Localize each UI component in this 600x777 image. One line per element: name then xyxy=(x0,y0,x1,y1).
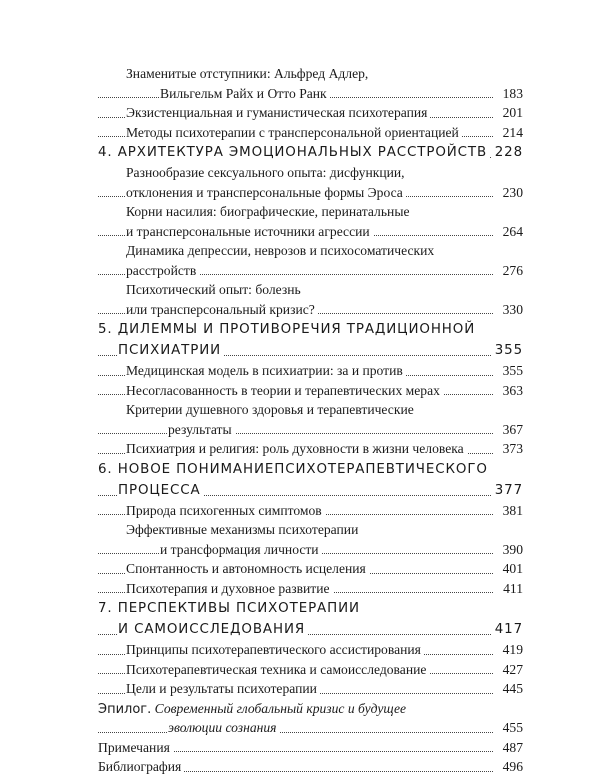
table-of-contents xyxy=(98,64,523,777)
section-title: И САМОИССЛЕДОВАНИЯ xyxy=(118,619,308,640)
page-number: 419 xyxy=(500,640,523,660)
toc-entry-title: Медицинская модель в психиатрии: за и против xyxy=(126,361,406,381)
page-number: 183 xyxy=(500,84,523,104)
toc-entry xyxy=(98,123,523,143)
page-number: 427 xyxy=(500,660,523,680)
toc-entry-title: Критерии душевного здоровья и терапевтические xyxy=(126,400,417,420)
page-number: 367 xyxy=(500,420,523,440)
toc-entry-text xyxy=(98,400,523,420)
page-number: 455 xyxy=(500,718,523,738)
toc-entry-title: Вильгельм Райх и Отто Ранк xyxy=(160,84,330,104)
toc-entry-title: Примечания xyxy=(98,738,173,758)
toc-entry xyxy=(98,579,523,599)
toc-entry xyxy=(98,361,523,381)
toc-entry-title: Корни насилия: биографические, перинатальные xyxy=(126,202,412,222)
page-number: 417 xyxy=(492,619,523,640)
page-number: 276 xyxy=(500,261,523,281)
toc-section-text xyxy=(98,459,523,480)
page-number: 363 xyxy=(500,381,523,401)
toc-entry xyxy=(98,679,523,699)
toc-entry-title: Современный глобальный кризис и будущее xyxy=(154,700,407,716)
toc-entry-title: Динамика депрессии, неврозов и психосоматических xyxy=(126,241,437,261)
page-number: 487 xyxy=(500,738,523,758)
section-title: 7. ПЕРСПЕКТИВЫ ПСИХОТЕРАПИИ xyxy=(98,598,363,619)
page-number: 390 xyxy=(500,540,523,560)
toc-entry-title: Спонтанность и автономность исцеления xyxy=(126,559,369,579)
toc-entry-title: Психотический опыт: болезнь xyxy=(126,280,304,300)
toc-entry xyxy=(98,222,523,242)
page-number: 496 xyxy=(500,757,523,777)
toc-entry-text xyxy=(98,163,523,183)
epilogue-label-wrap xyxy=(98,699,409,720)
page-number: 411 xyxy=(500,579,523,599)
toc-entry-text xyxy=(98,64,523,84)
toc-entry-title: Психиатрия и религия: роль духовности в жизни человека xyxy=(126,439,467,459)
toc-entry xyxy=(98,300,523,320)
page-number: 377 xyxy=(492,480,523,501)
toc-entry-title: Цели и результаты психотерапии xyxy=(126,679,320,699)
toc-entry xyxy=(98,381,523,401)
toc-entry xyxy=(98,103,523,123)
dot-leader xyxy=(98,732,493,733)
toc-entry xyxy=(98,183,523,203)
toc-section xyxy=(98,619,523,640)
toc-entry xyxy=(98,757,523,777)
toc-entry-text xyxy=(98,280,523,300)
section-title: 4. АРХИТЕКТУРА ЭМОЦИОНАЛЬНЫХ РАССТРОЙСТВ xyxy=(98,142,490,163)
page-number: 373 xyxy=(500,439,523,459)
toc-entry-title: Методы психотерапии с трансперсональной ориентацией xyxy=(126,123,462,143)
page-number: 401 xyxy=(500,559,523,579)
page-number: 264 xyxy=(500,222,523,242)
toc-entry xyxy=(98,439,523,459)
toc-entry-title: или трансперсональный кризис? xyxy=(126,300,318,320)
toc-entry-title: Природа психогенных симптомов xyxy=(126,501,325,521)
page-number: 355 xyxy=(492,340,523,361)
toc-section xyxy=(98,340,523,361)
toc-section-text xyxy=(98,319,523,340)
toc-entry xyxy=(98,559,523,579)
toc-entry-title: эволюции сознания xyxy=(168,718,280,738)
toc-entry xyxy=(98,261,523,281)
toc-entry-title: отклонения и трансперсональные формы Эроса xyxy=(126,183,406,203)
toc-entry-title: Принципы психотерапевтического ассистирования xyxy=(126,640,424,660)
page-number: 230 xyxy=(500,183,523,203)
page-number: 228 xyxy=(492,142,523,163)
page-number: 445 xyxy=(500,679,523,699)
toc-entry xyxy=(98,718,523,738)
toc-entry-text xyxy=(98,699,523,719)
section-title: ПРОЦЕССА xyxy=(118,480,204,501)
page-number: 355 xyxy=(500,361,523,381)
toc-entry-title: Психотерапия и духовное развитие xyxy=(126,579,333,599)
section-title: 5. ДИЛЕММЫ И ПРОТИВОРЕЧИЯ ТРАДИЦИОННОЙ xyxy=(98,319,478,340)
toc-entry-title: Разнообразие сексуального опыта: дисфункции, xyxy=(126,163,408,183)
toc-entry-title: и трансперсональные источники агрессии xyxy=(126,222,373,242)
toc-section xyxy=(98,480,523,501)
page-number: 330 xyxy=(500,300,523,320)
toc-entry xyxy=(98,660,523,680)
toc-entry-title: Экзистенциальная и гуманистическая психотерапия xyxy=(126,103,430,123)
toc-entry-title: и трансформация личности xyxy=(160,540,322,560)
toc-entry-text xyxy=(98,202,523,222)
toc-entry-title: результаты xyxy=(168,420,235,440)
toc-entry-title: Несогласованность в теории и терапевтических мерах xyxy=(126,381,443,401)
toc-entry xyxy=(98,420,523,440)
section-title: ПСИХИАТРИИ xyxy=(118,340,224,361)
page-number: 214 xyxy=(500,123,523,143)
toc-entry-text xyxy=(98,520,523,540)
section-title: 6. НОВОЕ ПОНИМАНИЕПСИХОТЕРАПЕВТИЧЕСКОГО xyxy=(98,459,491,480)
toc-entry xyxy=(98,540,523,560)
page-number: 201 xyxy=(500,103,523,123)
toc-entry xyxy=(98,84,523,104)
toc-entry-title: Психотерапевтическая техника и самоисследование xyxy=(126,660,429,680)
toc-entry-title: Знаменитые отступники: Альфред Адлер, xyxy=(126,64,371,84)
epilogue-label: Эпилог. xyxy=(98,701,152,717)
toc-entry-title: Эффективные механизмы психотерапии xyxy=(126,520,361,540)
toc-entry-title: расстройств xyxy=(126,261,199,281)
toc-entry-title: Библиография xyxy=(98,757,184,777)
toc-entry xyxy=(98,738,523,758)
toc-entry xyxy=(98,501,523,521)
toc-section-text xyxy=(98,598,523,619)
toc-section xyxy=(98,142,523,163)
page-number: 381 xyxy=(500,501,523,521)
toc-entry xyxy=(98,640,523,660)
toc-entry-text xyxy=(98,241,523,261)
dot-leader xyxy=(98,433,493,434)
